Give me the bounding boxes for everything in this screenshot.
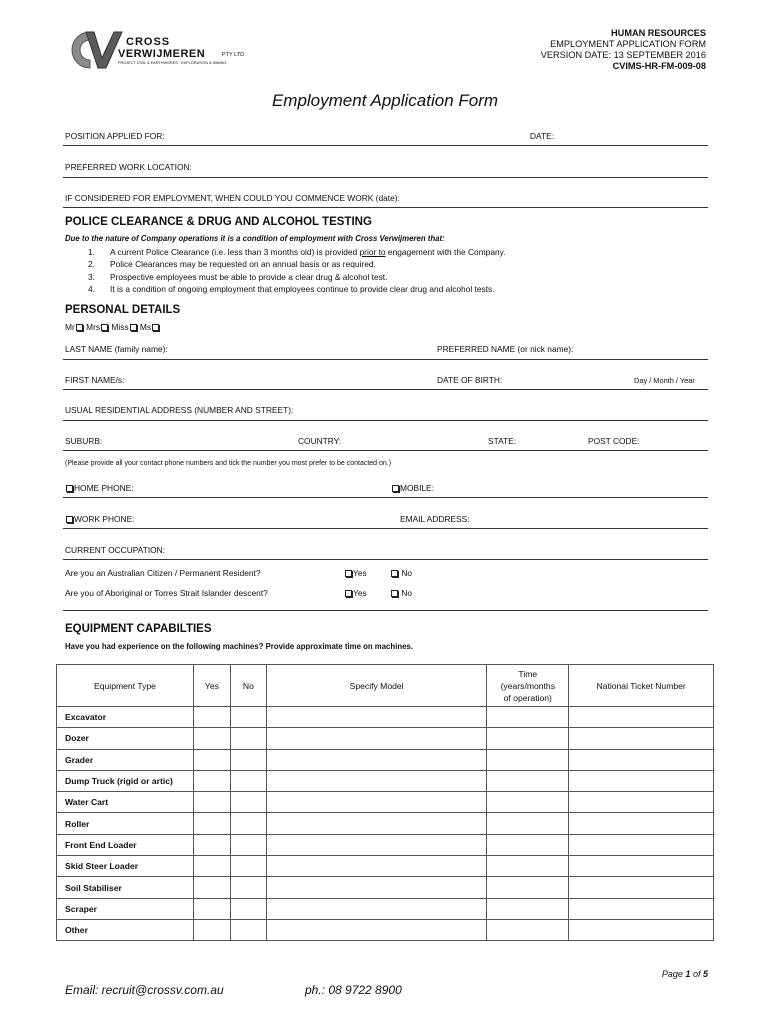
ticket-cell[interactable] [569,770,714,791]
table-row [57,856,714,877]
divider [63,145,708,146]
logo-text-verwijmeren: VERWIJMEREN [118,48,206,60]
divider [63,450,708,451]
no-cell[interactable] [230,707,266,728]
title-ms-label: Ms [139,322,152,332]
last-name-label: LAST NAME (family name): [65,344,168,354]
list-item: 4. It is a condition of ongoing employment that employees continue to provide clear drug and alcohol tests. [88,284,495,295]
footer-phone[interactable]: ph.: 08 9722 8900 [305,983,402,997]
ticket-cell[interactable] [569,898,714,919]
yes-cell[interactable] [193,707,230,728]
home-phone-field [65,483,134,493]
equipment-heading: EQUIPMENT CAPABILTIES [65,623,212,635]
col-ticket-number: National Ticket Number [569,665,714,707]
equipment-type-cell: Other [57,919,194,940]
home-phone-checkbox[interactable] [66,485,73,492]
citizen-yes [344,568,367,578]
ticket-cell[interactable] [569,919,714,940]
commence-work-label: IF CONSIDERED FOR EMPLOYMENT, WHEN COULD YOU COMMENCE WORK (date): [65,193,400,203]
model-cell[interactable] [266,834,486,855]
equipment-type-cell: Excavator [57,707,194,728]
no-cell[interactable] [230,834,266,855]
phone-note: (Please provide all your contact phone numbers and tick the number you most prefer to be contacted on.) [65,460,392,467]
time-cell[interactable] [487,707,569,728]
yes-cell[interactable] [193,770,230,791]
police-intro: Due to the nature of Company operations it is a condition of employment with Cross Verwijmeren that: [65,234,445,243]
time-cell[interactable] [487,834,569,855]
divider [63,207,708,208]
logo-text-ptyltd: PTY LTD [222,52,245,58]
yes-cell[interactable] [193,919,230,940]
table-header-row [57,665,714,707]
list-item: 2. Police Clearances may be requested on an annual basis or as required. [88,259,376,270]
no-cell[interactable] [230,919,266,940]
occupation-label: CURRENT OCCUPATION: [65,545,166,555]
document-header-info [541,28,706,72]
col-no: No [230,665,266,707]
ticket-cell[interactable] [569,728,714,749]
document-code: CVIMS-HR-FM-009-08 [612,61,706,71]
aboriginal-yes-checkbox[interactable] [345,590,352,597]
yes-cell[interactable] [193,728,230,749]
title-mrs-label: Mrs [86,322,101,332]
no-label: No [401,568,413,578]
model-cell[interactable] [266,813,486,834]
postcode-label: POST CODE: [588,436,640,446]
address-label: USUAL RESIDENTIAL ADDRESS (NUMBER AND STREET): [65,405,294,415]
citizen-no [390,568,412,578]
col-time: Time (years/months of operation) [487,665,569,707]
email-label: EMAIL ADDRESS: [400,514,470,524]
equipment-type-cell: Skid Steer Loader [57,856,194,877]
title-mr-checkbox[interactable] [76,324,83,331]
version-date: VERSION DATE: 13 SEPTEMBER 2016 [540,50,706,60]
work-phone-label: WORK PHONE: [74,514,135,524]
mobile-checkbox[interactable] [392,485,399,492]
work-location-label: PREFERRED WORK LOCATION: [65,162,192,172]
model-cell[interactable] [266,898,486,919]
state-label: STATE: [488,436,517,446]
logo-tagline: PROJECT CIVIL & EARTHWORKS · EXPLORATION & MINING [118,61,227,65]
ticket-cell[interactable] [569,813,714,834]
equipment-question: Have you had experience on the following machines? Provide approximate time on machines. [65,642,413,651]
dob-label: DATE OF BIRTH: [437,375,503,385]
time-cell[interactable] [487,749,569,770]
divider [63,610,708,611]
time-cell[interactable] [487,919,569,940]
yes-label: Yes [353,588,367,598]
divider [63,497,708,498]
no-label: No [401,588,413,598]
title-miss-label: Miss [111,322,129,332]
dob-format: Day / Month / Year [634,376,695,385]
equipment-type-cell: Dozer [57,728,194,749]
col-specify-model: Specify Model [266,665,486,707]
ticket-cell[interactable] [569,834,714,855]
model-cell[interactable] [266,792,486,813]
equipment-type-cell: Roller [57,813,194,834]
work-phone-checkbox[interactable] [66,516,73,523]
equipment-type-cell: Grader [57,749,194,770]
col-equipment-type: Equipment Type [57,665,194,707]
time-cell[interactable] [487,770,569,791]
yes-label: Yes [353,568,367,578]
model-cell[interactable] [266,770,486,791]
mobile-label: MOBILE: [400,483,434,493]
page-title: Employment Application Form [271,91,499,110]
list-item: 1. A current Police Clearance (i.e. less than 3 months old) is provided prior to engagement with the Company. [88,247,506,257]
no-cell[interactable] [230,770,266,791]
aboriginal-yes [344,588,367,598]
yes-cell[interactable] [193,792,230,813]
no-cell[interactable] [230,749,266,770]
equipment-type-cell: Dump Truck (rigid or artic) [57,770,194,791]
model-cell[interactable] [266,728,486,749]
work-phone-field [65,514,135,524]
table-row [57,749,714,770]
title-mrs-checkbox[interactable] [101,324,108,331]
department: HUMAN RESOURCES [611,28,706,38]
model-cell[interactable] [266,877,486,898]
ticket-cell[interactable] [569,877,714,898]
divider [63,420,708,421]
date-label: DATE: [530,131,555,141]
first-name-label: FIRST NAME/s: [65,375,125,385]
title-ms-checkbox[interactable] [152,324,159,331]
position-applied-label: POSITION APPLIED FOR: [65,131,165,141]
table-row [57,877,714,898]
yes-cell[interactable] [193,877,230,898]
divider [63,177,708,178]
time-cell[interactable] [487,856,569,877]
divider [63,359,708,360]
ticket-cell[interactable] [569,749,714,770]
equipment-type-cell: Water Cart [57,792,194,813]
citizen-question: Are you an Australian Citizen / Permanent Resident? [65,568,261,578]
equipment-type-cell: Soil Stabiliser [57,877,194,898]
no-cell[interactable] [230,813,266,834]
divider [63,559,708,560]
title-options [65,322,160,332]
model-cell[interactable] [266,919,486,940]
personal-details-heading: PERSONAL DETAILS [65,304,181,316]
equipment-type-cell: Front End Loader [57,834,194,855]
time-cell[interactable] [487,792,569,813]
table-row [57,770,714,791]
yes-cell[interactable] [193,749,230,770]
suburb-label: SUBURB: [65,436,103,446]
country-label: COUNTRY: [298,436,342,446]
equipment-type-cell: Scraper [57,898,194,919]
logo-text-cross: CROSS [126,36,171,48]
aboriginal-no-checkbox[interactable] [391,590,398,597]
time-cell[interactable] [487,898,569,919]
divider [63,389,708,390]
title-mr-label: Mr [65,322,75,332]
time-cell[interactable] [487,728,569,749]
page-number: Page 1 of 5 [661,969,708,979]
table-row [57,834,714,855]
table-row [57,919,714,940]
model-cell[interactable] [266,856,486,877]
table-row [57,707,714,728]
no-cell[interactable] [230,728,266,749]
form-name: EMPLOYMENT APPLICATION FORM [550,39,706,49]
preferred-name-label: PREFERRED NAME (or nick name): [437,344,574,354]
table-row [57,792,714,813]
time-cell[interactable] [487,813,569,834]
ticket-cell[interactable] [569,707,714,728]
citizen-yes-checkbox[interactable] [345,570,352,577]
ticket-cell[interactable] [569,856,714,877]
home-phone-label: HOME PHONE: [74,483,134,493]
yes-cell[interactable] [193,898,230,919]
cv-logo-icon [62,28,124,72]
ticket-cell[interactable] [569,792,714,813]
police-clearance-heading: POLICE CLEARANCE & DRUG AND ALCOHOL TESTING [65,216,372,228]
list-item: 3. Prospective employees must be able to provide a clear drug & alcohol test. [88,271,388,282]
equipment-table [56,664,714,941]
mobile-field [391,483,434,493]
divider [63,528,708,529]
title-miss-checkbox[interactable] [130,324,137,331]
model-cell[interactable] [266,749,486,770]
yes-cell[interactable] [193,813,230,834]
company-logo [62,28,252,74]
no-cell[interactable] [230,856,266,877]
table-row [57,898,714,919]
table-row [57,813,714,834]
aboriginal-no [390,588,412,598]
police-conditions-list [88,246,506,296]
aboriginal-question: Are you of Aboriginal or Torres Strait Islander descent? [65,588,268,598]
yes-cell[interactable] [193,834,230,855]
no-cell[interactable] [230,898,266,919]
time-cell[interactable] [487,877,569,898]
footer-email[interactable]: Email: recruit@crossv.com.au [65,983,224,997]
yes-cell[interactable] [193,856,230,877]
citizen-no-checkbox[interactable] [391,570,398,577]
col-yes: Yes [193,665,230,707]
no-cell[interactable] [230,877,266,898]
table-row [57,728,714,749]
model-cell[interactable] [266,707,486,728]
no-cell[interactable] [230,792,266,813]
